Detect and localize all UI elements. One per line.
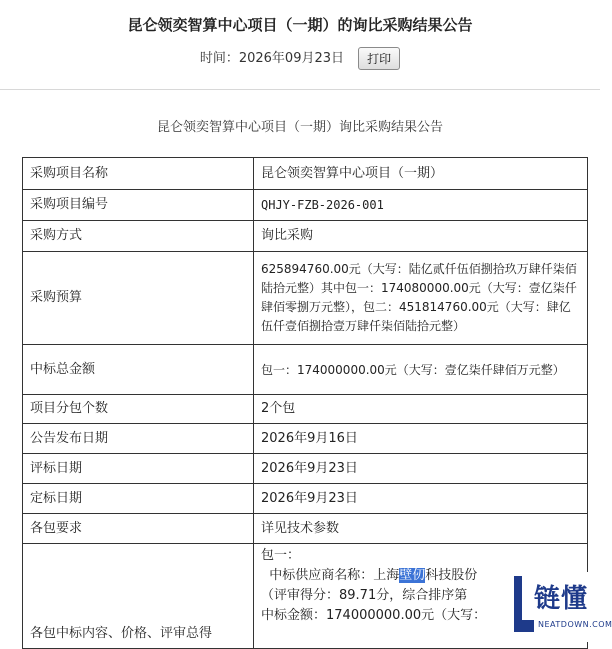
row-label: 定标日期 bbox=[23, 484, 254, 514]
row-value: 2026年9月23日 bbox=[254, 454, 588, 484]
table-row bbox=[23, 221, 588, 252]
row-value: 2个包 bbox=[254, 395, 588, 424]
supplier-suffix: 科技股份 bbox=[425, 568, 478, 583]
row-label: 中标总金额 bbox=[23, 345, 254, 395]
time-value: 2026年09月23日 bbox=[238, 51, 345, 66]
row-label: 采购项目名称 bbox=[23, 158, 254, 190]
row-value: 询比采购 bbox=[254, 221, 588, 252]
award-line-package: 包一： bbox=[261, 548, 301, 563]
watermark-subtext: NEATDOWN.COM bbox=[538, 620, 612, 629]
row-value: 2026年9月16日 bbox=[254, 424, 588, 454]
table-row bbox=[23, 190, 588, 221]
row-label: 项目分包个数 bbox=[23, 395, 254, 424]
table-row bbox=[23, 484, 588, 514]
award-line-score: （评审得分：89.71分，综合排序第 bbox=[261, 588, 468, 603]
table-row bbox=[23, 424, 588, 454]
watermark-l-icon bbox=[512, 576, 534, 632]
document-title: 昆仑领奕智算中心项目（一期）询比采购结果公告 bbox=[156, 120, 443, 135]
table-row bbox=[23, 514, 588, 544]
row-label: 评标日期 bbox=[23, 454, 254, 484]
award-label bbox=[23, 544, 254, 649]
result-table bbox=[22, 157, 588, 649]
table-row bbox=[23, 345, 588, 395]
publish-time-row bbox=[0, 47, 600, 70]
row-label: 各包要求 bbox=[23, 514, 254, 544]
table-row bbox=[23, 158, 588, 190]
page-header bbox=[0, 0, 600, 90]
watermark-logo bbox=[508, 572, 612, 642]
row-label: 采购方式 bbox=[23, 221, 254, 252]
supplier-prefix: 中标供应商名称：上海 bbox=[269, 568, 400, 583]
row-value: 详见技术参数 bbox=[254, 514, 588, 544]
page-title: 昆仑领奕智算中心项目（一期）的询比采购结果公告 bbox=[127, 16, 473, 34]
row-label: 采购项目编号 bbox=[23, 190, 254, 221]
award-line-amount: 中标金额：174000000.00元（大写： bbox=[261, 608, 487, 623]
row-value: QHJY-FZB-2026-001 bbox=[254, 190, 588, 221]
table-row bbox=[23, 252, 588, 345]
supplier-highlight: 壁仞 bbox=[399, 568, 426, 583]
award-label-text: 各包中标内容、价格、评审总得 bbox=[30, 626, 213, 641]
row-value: 2026年9月23日 bbox=[254, 484, 588, 514]
watermark-text: 链懂 bbox=[534, 584, 589, 614]
table-row bbox=[23, 544, 588, 649]
table-row bbox=[23, 454, 588, 484]
table-row bbox=[23, 395, 588, 424]
row-value: 昆仑领奕智算中心项目（一期） bbox=[254, 158, 588, 190]
row-label: 公告发布日期 bbox=[23, 424, 254, 454]
row-label: 采购预算 bbox=[23, 252, 254, 345]
time-label: 时间： bbox=[199, 51, 239, 66]
print-button[interactable]: 打印 bbox=[358, 47, 400, 70]
row-value: 625894760.00元（大写：陆亿贰仟伍佰捌拾玖万肆仟柒佰陆拾元整）其中包一：174080000.00元（大写：壹亿柒仟肆佰零捌万元整），包二：451814760.00元（大写：肆亿伍仟壹佰捌拾壹万肆仟柒佰陆拾元整） bbox=[254, 252, 588, 345]
row-value: 包一：174000000.00元（大写：壹亿柒仟肆佰万元整） bbox=[254, 345, 588, 395]
